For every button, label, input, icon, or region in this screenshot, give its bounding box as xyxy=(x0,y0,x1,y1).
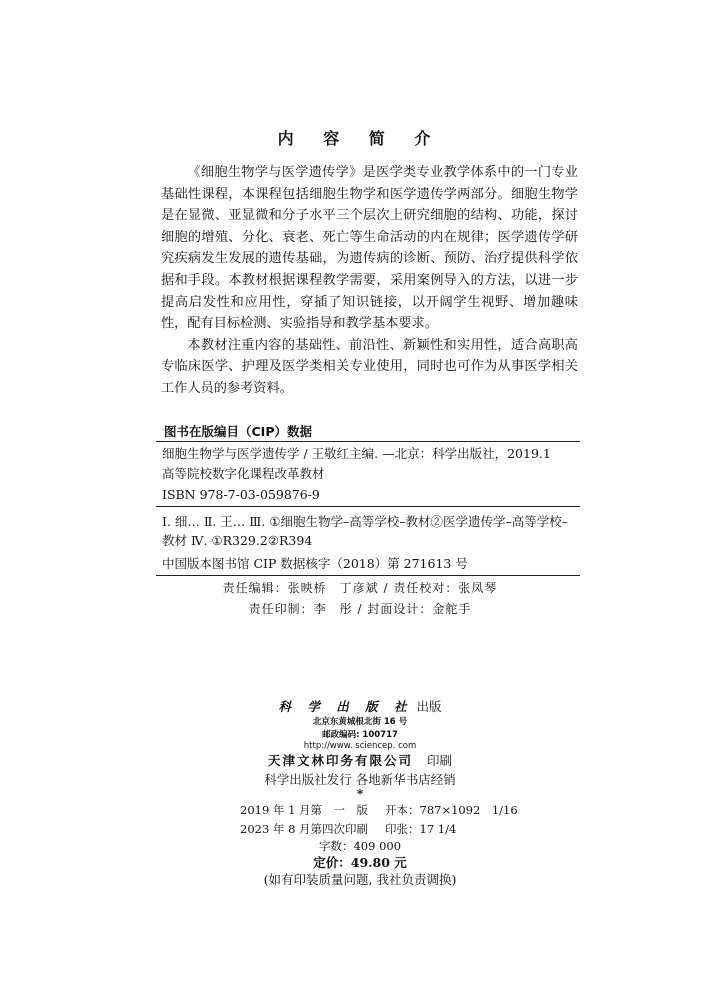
publisher-postcode: 邮政编码: 100717 xyxy=(322,730,398,740)
cip-bottom-rule xyxy=(156,575,580,576)
cip-title-line: 细胞生物学与医学遗传学 / 王敬红主编. —北京：科学出版社，2019.1 xyxy=(162,446,551,461)
credits-line-2: 责任印制：李 彤 / 封面设计：金舵手 xyxy=(248,602,472,616)
intro-paragraph-1: 《细胞生物学与医学遗传学》是医学类专业教学体系中的一门专业基础性课程，本课程包括细胞生物学和医学遗传学两部分。细胞生物学是在显微、亚显微和分子水平三个层次上研究细胞的结构、功能，探讨细胞的增殖、分化、衰老、死亡等生命活动的内在规律；医学遗传学研究疾病发生发展的遗传基础，为遗传病的诊断、预防、治疗提供科学依据和手段。本教材根据课程教学需要，采用案例导入的方法，以进一步提高启发性和应用性，穿插了知识链接，以开阔学生视野、增加趣味性，配有目标检测、实验指导和教学基本要求。 xyxy=(161,165,578,332)
quality-note: (如有印装质量问题, 我社负责调换) xyxy=(263,872,457,887)
publisher-line xyxy=(0,697,720,715)
book-format: 开本：787×1092 1/16 xyxy=(385,803,518,817)
separator-star: * xyxy=(356,786,364,801)
intro-text xyxy=(161,162,578,400)
cip-heading: 图书在版编目（CIP）数据 xyxy=(164,424,312,439)
intro-paragraph-2: 本教材注重内容的基础性、前沿性、新颖性和实用性，适合高职高专临床医学、护理及医学类相关专业使用，同时也可作为从事医学相关工作人员的参考资料。 xyxy=(161,337,578,396)
cip-classification-text: Ⅰ. 细… Ⅱ. 王… Ⅲ. ①细胞生物学–高等学校–教材②医学遗传学–高等学校–教材 Ⅳ. ①R329.2②R394 xyxy=(162,514,568,548)
publisher-url: http://www. sciencep. com xyxy=(303,741,417,751)
publisher-address: 北京东黄城根北街 16 号 xyxy=(312,717,408,727)
edition-date: 2019 年 1 月第 一 版 xyxy=(240,803,369,817)
printer-suffix: 印刷 xyxy=(426,753,452,768)
publisher-suffix: 出版 xyxy=(416,699,442,714)
cip-verify: 中国版本图书馆 CIP 数据核字（2018）第 271613 号 xyxy=(162,556,468,571)
word-count: 字数：409 000 xyxy=(318,839,402,853)
cip-top-rule xyxy=(156,441,580,442)
printer-line xyxy=(0,751,720,769)
cip-classification xyxy=(162,512,580,550)
printer-name: 天津文林印务有限公司 xyxy=(267,753,413,768)
printing-date: 2023 年 8 月第四次印刷 xyxy=(240,822,369,836)
page-title: 内 容 简 介 xyxy=(277,129,443,148)
cip-isbn-rule xyxy=(156,506,580,507)
price: 定价：49.80 元 xyxy=(313,855,407,870)
cip-series-line: 高等院校数字化课程改革教材 xyxy=(162,466,325,481)
publisher-name: 科 学 出 版 社 xyxy=(278,699,413,714)
credits-line-1: 责任编辑：张映桥 丁彦斌 / 责任校对：张凤琴 xyxy=(222,581,498,595)
print-sheets: 印张：17 1/4 xyxy=(385,822,457,836)
cip-isbn: ISBN 978-7-03-059876-9 xyxy=(162,487,320,502)
distribution-line: 科学出版社发行 各地新华书店经销 xyxy=(264,772,456,787)
